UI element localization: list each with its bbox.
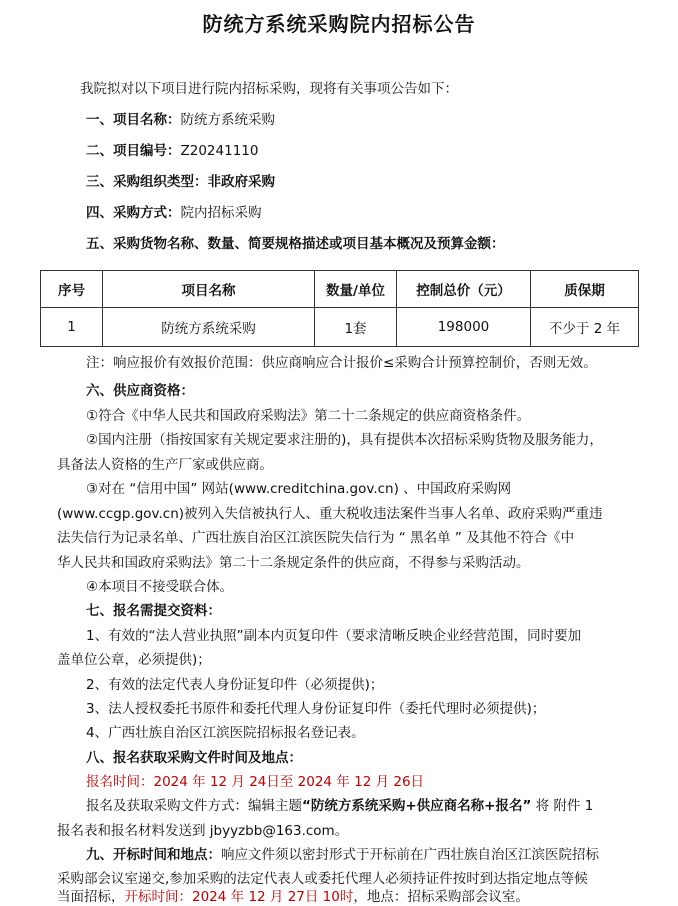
table-cell: 1套 (315, 308, 397, 347)
qualifications-heading: 六、供应商资格： (86, 383, 194, 399)
material-item: 2、有效的法定代表人身份证复印件（必须提供)； (86, 677, 384, 693)
header-cell: 项目名称 (103, 271, 315, 308)
project-number-value: Z20241110 (180, 143, 259, 159)
table-row (41, 308, 639, 347)
section-label: 四、采购方式： (86, 205, 181, 221)
registration-time (86, 773, 424, 791)
opening-line-1 (86, 846, 599, 864)
section-project-name (86, 111, 275, 129)
qualification-item: ③对在 “信用中国” 网站(www.creditchina.gov.cn) 、中国政府采购网 (86, 481, 512, 497)
material-item: 4、广西壮族自治区江滨医院招标报名登记表。 (86, 725, 365, 741)
table-cell: 1 (41, 308, 103, 347)
opening-line-2: 采购部会议室递交,参加采购的法定代表人或委托代理人必须持证件按时到达指定地点等候 (57, 871, 588, 887)
opening-heading: 九、开标时间和地点： (86, 847, 221, 863)
section-goods-description: 五、采购货物名称、数量、简要规格描述或项目基本概况及预算金额： (86, 236, 505, 252)
header-cell: 序号 (41, 271, 103, 308)
intro-text: 我院拟对以下项目进行院内招标采购，现将有关事项公告如下： (80, 81, 458, 97)
qualification-item: ①符合《中华人民共和国政府采购法》第二十二条规定的供应商资格条件。 (86, 408, 531, 424)
section-procurement-type (86, 173, 275, 191)
opening-text: 响应文件须以密封形式于开标前在广西壮族自治区江滨医院招标 (221, 847, 599, 863)
materials-heading: 七、报名需提交资料： (86, 603, 221, 619)
registration-subject: “防统方系统采购+供应商名称+报名” (302, 798, 532, 814)
registration-email-line: 报名表和报名材料发送到 jbyyzbb@163.com。 (57, 823, 349, 839)
qualification-item-continued: (www.ccgp.gov.cn)被列入失信被执行人、重大税收违法案件当事人名单、政府采购严重违 (57, 506, 603, 522)
section-label: 三、采购组织类型： (86, 174, 208, 190)
registration-method (86, 797, 593, 815)
material-item: 3、法人授权委托书原件和委托代理人身份证复印件（委托代理时必须提供)； (86, 701, 546, 717)
opening-location: ，地点：招标采购部会议室。 (353, 889, 529, 905)
material-item: 1、有效的“法人营业执照”副本内页复印件（要求清晰反映企业经营范围，同时要加 (86, 628, 582, 644)
opening-time: 开标时间：2024 年 12 月 27日 10时 (124, 889, 354, 905)
opening-prefix: 当面招标， (57, 889, 125, 905)
procurement-method-value: 院内招标采购 (180, 205, 262, 221)
material-item-continued: 盖单位公章，必须提供)； (57, 652, 211, 668)
registration-method-suffix: 将 附件 1 (535, 798, 594, 814)
table-cell: 防统方系统采购 (103, 308, 315, 347)
table-cell: 不少于 2 年 (531, 308, 639, 347)
registration-method-prefix: 报名及获取采购文件方式：编辑主题 (86, 798, 302, 814)
qualification-item-continued: 法失信行为记录名单、广西壮族自治区江滨医院失信行为 “ 黑名单 ” 及其他不符合《中 (57, 530, 575, 546)
page-title: 防统方系统采购院内招标公告 (202, 12, 476, 36)
section-project-number (86, 142, 258, 160)
price-note: 注：响应报价有效报价范围：供应商响应合计报价≤采购合计预算控制价，否则无效。 (86, 355, 597, 371)
qualification-item: ④本项目不接受联合体。 (86, 579, 234, 595)
table-cell: 198000 (397, 308, 531, 347)
section-label: 一、项目名称： (86, 112, 181, 128)
section-procurement-method (86, 204, 262, 222)
registration-time-value: 2024 年 12 月 24日至 2024 年 12 月 26日 (153, 774, 425, 790)
items-table (40, 270, 639, 347)
project-name-value: 防统方系统采购 (180, 112, 275, 128)
header-cell: 质保期 (531, 271, 639, 308)
opening-line-3 (57, 888, 529, 906)
qualification-item-continued: 华人民共和国政府采购法》第二十二条规定条件的供应商，不得参与采购活动。 (57, 555, 530, 571)
qualification-item: ②国内注册（指按国家有关规定要求注册的)，具有提供本次招标采购货物及服务能力， (86, 432, 603, 448)
procurement-type-value: 非政府采购 (207, 174, 275, 190)
header-cell: 数量/单位 (315, 271, 397, 308)
qualification-item-continued: 具备法人资格的生产厂家或供应商。 (57, 457, 273, 473)
registration-time-label: 报名时间： (86, 774, 154, 790)
section-label: 二、项目编号： (86, 143, 181, 159)
registration-heading: 八、报名获取采购文件时间及地点： (86, 750, 302, 766)
table-header-row (41, 271, 639, 308)
header-cell: 控制总价（元） (397, 271, 531, 308)
